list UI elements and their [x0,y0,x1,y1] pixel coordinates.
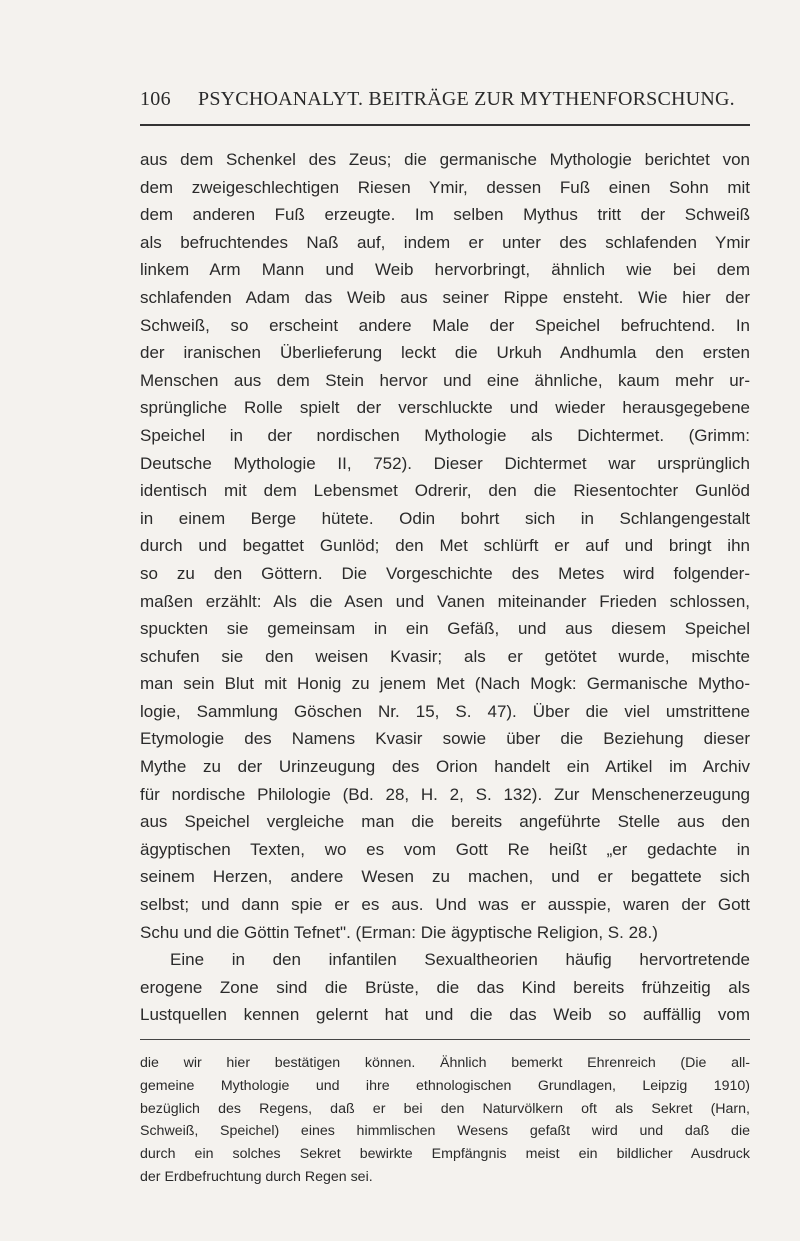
footnote-line: Schweiß, Speichel) eines himmlischen Wesens gefaßt wird und daß die [140,1123,750,1140]
text-line: Eine in den infantilen Sexualtheorien häufig hervortretende [170,950,750,970]
text-line: Deutsche Mythologie II, 752). Dieser Dichtermet war ursprünglich [140,453,750,473]
footnote-line: die wir hier bestätigen können. Ähnlich bemerkt Ehrenreich (Die all- [140,1055,750,1071]
footnote-line: bezüglich des Regens, daß er bei den Naturvölkern oft als Sekret (Harn, [140,1100,750,1117]
text-line: sprüngliche Rolle spielt der verschluckte und wieder herausgegebene [140,398,750,418]
text-line: der iranischen Überlieferung leckt die Urkuh Andhumla den ersten [140,343,750,363]
text-line: erogene Zone sind die Brüste, die das Kind bereits frühzeitig als [140,977,750,997]
text-line: linkem Arm Mann und Weib hervorbringt, ähnlich wie bei dem [140,260,750,280]
footnote [140,1052,750,1189]
footnote-line: durch ein solches Sekret bewirkte Empfängnis meist ein bildlicher Ausdruck [140,1146,750,1163]
text-line: Speichel in der nordischen Mythologie als Dichtermet. (Grimm: [140,425,750,445]
text-line: ägyptischen Texten, wo es vom Gott Re heißt „er gedachte in [140,839,750,859]
text-line: man sein Blut mit Honig zu jenem Met (Nach Mogk: Germanische Mytho- [140,674,750,694]
text-line: spuckten sie gemeinsam in ein Gefäß, und aus diesem Speichel [140,619,750,639]
text-line: seinem Herzen, andere Wesen zu machen, und er begattete sich [140,867,750,887]
text-line: aus dem Schenkel des Zeus; die germanische Mythologie berichtet von [140,150,750,169]
running-title: PSYCHOANALYT. BEITRÄGE ZUR MYTHENFORSCHUNG. [198,88,735,110]
text-line: für nordische Philologie (Bd. 28, H. 2, S. 132). Zur Menschenerzeugung [140,784,750,804]
text-line: schufen sie den weisen Kvasir; als er getötet wurde, mischte [140,646,750,666]
text-line: identisch mit dem Lebensmet Odrerir, den die Riesentochter Gunlöd [140,481,750,501]
text-line: maßen erzählt: Als die Asen und Vanen miteinander Frieden schlossen, [140,591,750,611]
text-line: Schweiß, so erscheint andere Male der Speichel befruchtend. In [140,315,750,335]
page-number: 106 [140,88,171,110]
text-line: als befruchtendes Naß auf, indem er unter des schlafenden Ymir [140,232,750,252]
text-line: Etymologie des Namens Kvasir sowie über die Beziehung dieser [140,729,750,749]
text-line: durch und begattet Gunlöd; den Met schlürft er auf und bringt ihn [140,536,750,556]
text-line: Menschen aus dem Stein hervor und eine ähnliche, kaum mehr ur- [140,370,750,390]
main-text [140,146,750,1029]
book-page [140,88,750,1189]
text-line: dem zweigeschlechtigen Riesen Ymir, dessen Fuß einen Sohn mit [140,177,750,197]
footnote-rule [140,1039,750,1040]
text-line: dem anderen Fuß erzeugte. Im selben Mythus tritt der Schweiß [140,205,750,225]
text-line: aus Speichel vergleiche man die bereits angeführte Stelle aus den [140,812,750,832]
text-line: selbst; und dann spie er es aus. Und was er ausspie, waren der Gott [140,895,750,915]
text-line: so zu den Göttern. Die Vorgeschichte des Metes wird folgender- [140,563,750,583]
text-line: schlafenden Adam das Weib aus seiner Rippe ensteht. Wie hier der [140,287,750,307]
text-line: in einem Berge hütete. Odin bohrt sich in Schlangengestalt [140,508,750,528]
text-line: Schu und die Göttin Tefnet". (Erman: Die ägyptische Religion, S. 28.) [140,922,658,942]
text-line: Mythe zu der Urinzeugung des Orion handelt ein Artikel im Archiv [140,757,750,777]
running-head [140,88,750,120]
footnote-line: gemeine Mythologie und ihre ethnologischen Grundlagen, Leipzig 1910) [140,1077,750,1094]
footnote-line: der Erdbefruchtung durch Regen sei. [140,1168,373,1185]
header-rule [140,124,750,126]
text-line: Lustquellen kennen gelernt hat und die das Weib so auffällig vom [140,1005,750,1025]
text-line: logie, Sammlung Göschen Nr. 15, S. 47). Über die viel umstrittene [140,701,750,721]
